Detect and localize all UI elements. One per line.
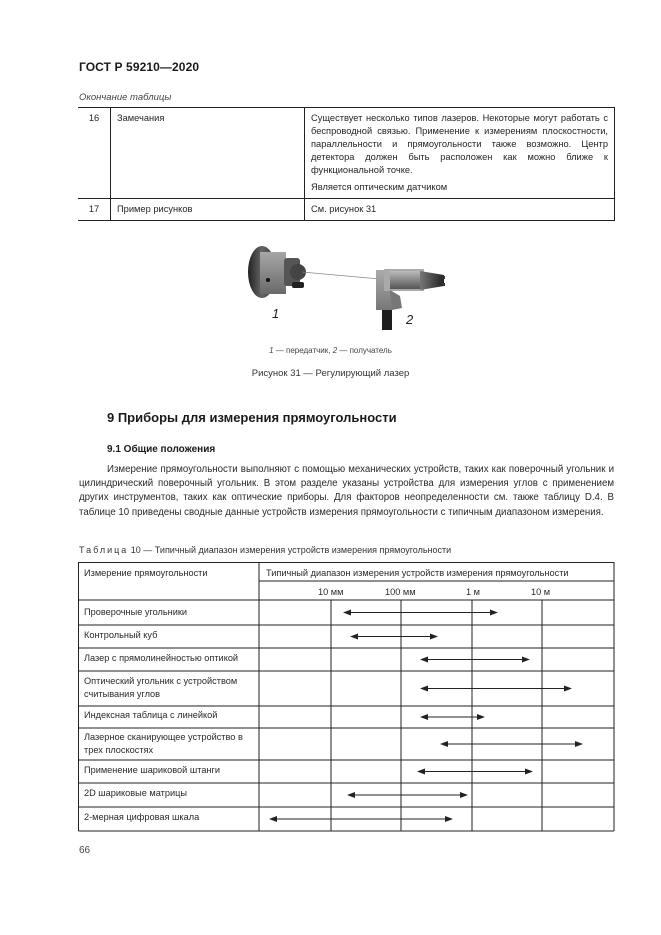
table-caption-text: 10 — Типичный диапазон измерения устройств измерения прямоугольности	[128, 545, 452, 555]
device-name: Индексная таблица с линейкой	[84, 710, 218, 720]
device-name: 2-мерная цифровая шкала	[84, 812, 200, 822]
legend-num-2: 2	[332, 346, 338, 355]
table-caption-prefix: Таблица	[79, 545, 129, 555]
value-paragraph: Существует несколько типов лазеров. Некоторые могут работать с беспроводной связью. Применение к измерениям плоскостности, параллельности и прямоугольности также возможно. Центр детектора должен быть расположен как можно ближе к функциональной точке.	[311, 113, 608, 175]
figure-label-1: 1	[272, 306, 280, 321]
row-number: 16	[78, 108, 111, 198]
legend-num-1: 1	[269, 346, 274, 355]
table-row	[78, 108, 614, 198]
device-name: 2D шариковые матрицы	[84, 788, 187, 798]
row-name: Пример рисунков	[111, 199, 305, 220]
device-name: Проверочные угольники	[84, 607, 188, 617]
table-caption	[79, 545, 451, 555]
table-row	[78, 198, 614, 220]
scale-label: 10 мм	[318, 587, 344, 597]
scale-label: 10 м	[531, 587, 551, 597]
device-name: Лазерное сканирующее устройство в трех плоскостях	[84, 732, 243, 755]
figure-title: Рисунок 31 — Регулирующий лазер	[251, 368, 410, 379]
row-value	[305, 199, 614, 220]
table-10	[78, 562, 614, 831]
figure-laser-illustration	[232, 240, 462, 340]
device-name: Оптический угольник с устройством считывания углов	[84, 676, 238, 699]
value-paragraph: См. рисунок 31	[311, 204, 377, 214]
continued-table	[78, 107, 615, 221]
scale-label: 100 мм	[385, 587, 416, 597]
device-name: Применение шариковой штанги	[84, 765, 220, 775]
body-paragraph: Измерение прямоугольности выполняют с помощью механических устройств, таких как поверочный угольник и цилиндрический поверочный угольник. В этом разделе указаны устройства для измерения углов с применением других инструментов, таких как оптические приборы. Для факторов неопределенности см. также таблицу D.4. В таблице 10 приведены сводные данные устройств измерения прямоугольности с типичным диапазоном измерения.	[79, 464, 614, 518]
row-number: 17	[78, 199, 111, 220]
header-col1: Измерение прямоугольности	[84, 568, 208, 578]
header-col2: Типичный диапазон измерения устройств измерения прямоугольности	[266, 568, 569, 578]
device-name: Лазер с прямолинейностью оптикой	[84, 653, 239, 663]
figure-label-2: 2	[406, 312, 414, 327]
device-name: Контрольный куб	[84, 630, 158, 640]
subsection-heading: 9.1 Общие положения	[107, 444, 216, 455]
row-value	[305, 108, 614, 198]
figure-legend	[0, 346, 661, 355]
document-code: ГОСТ Р 59210—2020	[79, 60, 200, 74]
page-number: 66	[79, 845, 91, 856]
section-heading: 9 Приборы для измерения прямоугольности	[107, 410, 397, 425]
legend-text-2: — получатель	[337, 346, 392, 355]
scale-label: 1 м	[466, 587, 480, 597]
table-continuation-label: Окончание таблицы	[79, 92, 172, 103]
value-paragraph: Является оптическим датчиком	[311, 182, 448, 192]
legend-text-1: — передатчик,	[273, 346, 333, 355]
laser-device-image	[232, 240, 462, 340]
row-name: Замечания	[111, 108, 305, 198]
